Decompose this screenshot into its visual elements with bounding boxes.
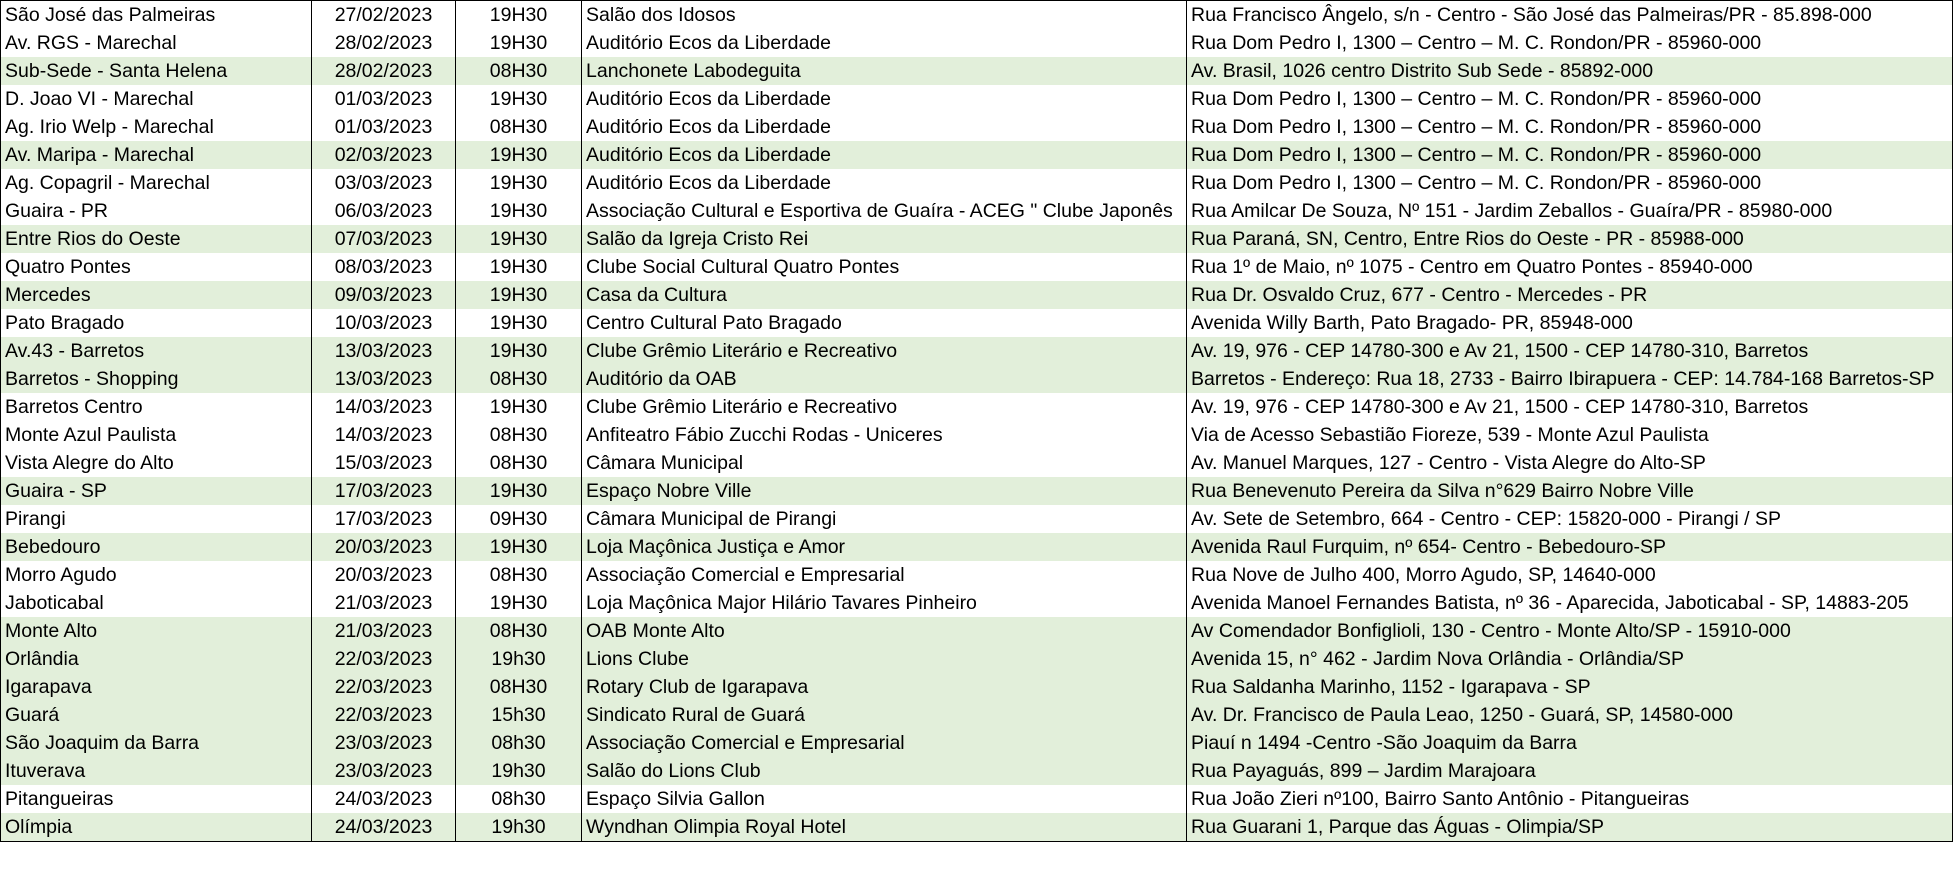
table-row	[1, 253, 1953, 281]
address-cell[interactable]: Av. Brasil, 1026 centro Distrito Sub Sede - 85892-000	[1187, 57, 1953, 85]
address-cell[interactable]: Barretos - Endereço: Rua 18, 2733 - Bairro Ibirapuera - CEP: 14.784-168 Barretos-SP	[1187, 365, 1953, 393]
date-cell[interactable]: 20/03/2023	[312, 561, 456, 589]
venue-cell[interactable]: Câmara Municipal de Pirangi	[582, 505, 1187, 533]
table-row	[1, 141, 1953, 169]
venue-cell[interactable]: Associação Cultural e Esportiva de Guaíra - ACEG " Clube Japonês	[582, 197, 1187, 225]
date-cell[interactable]: 14/03/2023	[312, 393, 456, 421]
table-row	[1, 449, 1953, 477]
address-cell[interactable]: Rua Payaguás, 899 – Jardim Marajoara	[1187, 757, 1953, 785]
date-cell[interactable]: 24/03/2023	[312, 813, 456, 842]
venue-cell[interactable]: Auditório Ecos da Liberdade	[582, 169, 1187, 197]
table-row	[1, 505, 1953, 533]
date-cell[interactable]: 27/02/2023	[312, 1, 456, 30]
table-row	[1, 421, 1953, 449]
time-cell[interactable]: 08H30	[456, 561, 582, 589]
city-cell[interactable]: São Joaquim da Barra	[1, 729, 312, 757]
address-cell[interactable]: Avenida Raul Furquim, nº 654- Centro - Bebedouro-SP	[1187, 533, 1953, 561]
time-cell[interactable]: 08h30	[456, 785, 582, 813]
address-cell[interactable]: Rua Francisco Ângelo, s/n - Centro - São José das Palmeiras/PR - 85.898-000	[1187, 1, 1953, 30]
date-cell[interactable]: 08/03/2023	[312, 253, 456, 281]
table-row	[1, 337, 1953, 365]
time-cell[interactable]: 19H30	[456, 533, 582, 561]
address-cell[interactable]: Rua Paraná, SN, Centro, Entre Rios do Oeste - PR - 85988-000	[1187, 225, 1953, 253]
table-row	[1, 29, 1953, 57]
time-cell[interactable]: 19H30	[456, 477, 582, 505]
date-cell[interactable]: 14/03/2023	[312, 421, 456, 449]
venue-cell[interactable]: Sindicato Rural de Guará	[582, 701, 1187, 729]
city-cell[interactable]: Quatro Pontes	[1, 253, 312, 281]
city-cell[interactable]: Av. RGS - Marechal	[1, 29, 312, 57]
city-cell[interactable]: Av. Maripa - Marechal	[1, 141, 312, 169]
date-cell[interactable]: 13/03/2023	[312, 365, 456, 393]
time-cell[interactable]: 08h30	[456, 729, 582, 757]
time-cell[interactable]: 08H30	[456, 617, 582, 645]
address-cell[interactable]: Rua Dr. Osvaldo Cruz, 677 - Centro - Mercedes - PR	[1187, 281, 1953, 309]
table-row	[1, 57, 1953, 85]
city-cell[interactable]: D. Joao VI - Marechal	[1, 85, 312, 113]
table-row	[1, 813, 1953, 842]
venue-cell[interactable]: Salão do Lions Club	[582, 757, 1187, 785]
city-cell[interactable]: Pitangueiras	[1, 785, 312, 813]
date-cell[interactable]: 06/03/2023	[312, 197, 456, 225]
address-cell[interactable]: Rua Saldanha Marinho, 1152 - Igarapava - SP	[1187, 673, 1953, 701]
date-cell[interactable]: 02/03/2023	[312, 141, 456, 169]
venue-cell[interactable]: Centro Cultural Pato Bragado	[582, 309, 1187, 337]
address-cell[interactable]: Av. 19, 976 - CEP 14780-300 e Av 21, 1500 - CEP 14780-310, Barretos	[1187, 393, 1953, 421]
venue-cell[interactable]: Rotary Club de Igarapava	[582, 673, 1187, 701]
date-cell[interactable]: 13/03/2023	[312, 337, 456, 365]
venue-cell[interactable]: Auditório Ecos da Liberdade	[582, 141, 1187, 169]
city-cell[interactable]: Olímpia	[1, 813, 312, 842]
address-cell[interactable]: Rua Benevenuto Pereira da Silva n°629 Bairro Nobre Ville	[1187, 477, 1953, 505]
address-cell[interactable]: Rua Dom Pedro I, 1300 – Centro – M. C. Rondon/PR - 85960-000	[1187, 141, 1953, 169]
venue-cell[interactable]: Salão da Igreja Cristo Rei	[582, 225, 1187, 253]
venue-cell[interactable]: Clube Social Cultural Quatro Pontes	[582, 253, 1187, 281]
venue-cell[interactable]: Associação Comercial e Empresarial	[582, 729, 1187, 757]
city-cell[interactable]: Ag. Irio Welp - Marechal	[1, 113, 312, 141]
table-row	[1, 533, 1953, 561]
venue-cell[interactable]: Loja Maçônica Justiça e Amor	[582, 533, 1187, 561]
city-cell[interactable]: Vista Alegre do Alto	[1, 449, 312, 477]
table-row	[1, 673, 1953, 701]
table-row	[1, 225, 1953, 253]
address-cell[interactable]: Rua Dom Pedro I, 1300 – Centro – M. C. Rondon/PR - 85960-000	[1187, 113, 1953, 141]
time-cell[interactable]: 19h30	[456, 645, 582, 673]
address-cell[interactable]: Avenida 15, n° 462 - Jardim Nova Orlândia - Orlândia/SP	[1187, 645, 1953, 673]
city-cell[interactable]: Pato Bragado	[1, 309, 312, 337]
city-cell[interactable]: Ag. Copagril - Marechal	[1, 169, 312, 197]
date-cell[interactable]: 21/03/2023	[312, 617, 456, 645]
date-cell[interactable]: 17/03/2023	[312, 505, 456, 533]
venue-cell[interactable]: Auditório da OAB	[582, 365, 1187, 393]
date-cell[interactable]: 24/03/2023	[312, 785, 456, 813]
date-cell[interactable]: 15/03/2023	[312, 449, 456, 477]
date-cell[interactable]: 09/03/2023	[312, 281, 456, 309]
date-cell[interactable]: 23/03/2023	[312, 729, 456, 757]
address-cell[interactable]: Av. Dr. Francisco de Paula Leao, 1250 - Guará, SP, 14580-000	[1187, 701, 1953, 729]
date-cell[interactable]: 17/03/2023	[312, 477, 456, 505]
address-cell[interactable]: Rua Dom Pedro I, 1300 – Centro – M. C. Rondon/PR - 85960-000	[1187, 29, 1953, 57]
table-row	[1, 169, 1953, 197]
address-cell[interactable]: Avenida Willy Barth, Pato Bragado- PR, 85948-000	[1187, 309, 1953, 337]
table-row	[1, 365, 1953, 393]
city-cell[interactable]: São José das Palmeiras	[1, 1, 312, 30]
venue-cell[interactable]: Lanchonete Labodeguita	[582, 57, 1187, 85]
table-row	[1, 309, 1953, 337]
venue-cell[interactable]: Wyndhan Olimpia Royal Hotel	[582, 813, 1187, 842]
date-cell[interactable]: 01/03/2023	[312, 85, 456, 113]
date-cell[interactable]: 28/02/2023	[312, 29, 456, 57]
table-row	[1, 617, 1953, 645]
venue-cell[interactable]: Anfiteatro Fábio Zucchi Rodas - Uniceres	[582, 421, 1187, 449]
date-cell[interactable]: 28/02/2023	[312, 57, 456, 85]
time-cell[interactable]: 15h30	[456, 701, 582, 729]
table-row	[1, 645, 1953, 673]
table-row	[1, 85, 1953, 113]
time-cell[interactable]: 19H30	[456, 141, 582, 169]
date-cell[interactable]: 22/03/2023	[312, 701, 456, 729]
date-cell[interactable]: 23/03/2023	[312, 757, 456, 785]
address-cell[interactable]: Rua 1º de Maio, nº 1075 - Centro em Quatro Pontes - 85940-000	[1187, 253, 1953, 281]
city-cell[interactable]: Guaira - PR	[1, 197, 312, 225]
venue-cell[interactable]: Câmara Municipal	[582, 449, 1187, 477]
table-row	[1, 197, 1953, 225]
time-cell[interactable]: 19H30	[456, 1, 582, 30]
table-row	[1, 561, 1953, 589]
address-cell[interactable]: Via de Acesso Sebastião Fioreze, 539 - Monte Azul Paulista	[1187, 421, 1953, 449]
city-cell[interactable]: Sub-Sede - Santa Helena	[1, 57, 312, 85]
time-cell[interactable]: 19H30	[456, 281, 582, 309]
time-cell[interactable]: 08H30	[456, 449, 582, 477]
city-cell[interactable]: Monte Azul Paulista	[1, 421, 312, 449]
time-cell[interactable]: 09H30	[456, 505, 582, 533]
table-row	[1, 113, 1953, 141]
address-cell[interactable]: Av Comendador Bonfiglioli, 130 - Centro - Monte Alto/SP - 15910-000	[1187, 617, 1953, 645]
city-cell[interactable]: Av.43 - Barretos	[1, 337, 312, 365]
time-cell[interactable]: 19h30	[456, 813, 582, 842]
time-cell[interactable]: 19H30	[456, 29, 582, 57]
time-cell[interactable]: 19H30	[456, 225, 582, 253]
city-cell[interactable]: Entre Rios do Oeste	[1, 225, 312, 253]
time-cell[interactable]: 19H30	[456, 85, 582, 113]
venue-cell[interactable]: Espaço Silvia Gallon	[582, 785, 1187, 813]
time-cell[interactable]: 08H30	[456, 421, 582, 449]
venue-cell[interactable]: Espaço Nobre Ville	[582, 477, 1187, 505]
table-row	[1, 281, 1953, 309]
venue-cell[interactable]: Auditório Ecos da Liberdade	[582, 113, 1187, 141]
venue-cell[interactable]: Loja Maçônica Major Hilário Tavares Pinheiro	[582, 589, 1187, 617]
table-row	[1, 701, 1953, 729]
venue-cell[interactable]: Auditório Ecos da Liberdade	[582, 85, 1187, 113]
time-cell[interactable]: 19H30	[456, 589, 582, 617]
address-cell[interactable]: Rua Nove de Julho 400, Morro Agudo, SP, 14640-000	[1187, 561, 1953, 589]
city-cell[interactable]: Igarapava	[1, 673, 312, 701]
time-cell[interactable]: 19H30	[456, 337, 582, 365]
date-cell[interactable]: 01/03/2023	[312, 113, 456, 141]
date-cell[interactable]: 10/03/2023	[312, 309, 456, 337]
venue-cell[interactable]: Lions Clube	[582, 645, 1187, 673]
address-cell[interactable]: Rua Amilcar De Souza, Nº 151 - Jardim Zeballos - Guaíra/PR - 85980-000	[1187, 197, 1953, 225]
address-cell[interactable]: Rua João Zieri nº100, Bairro Santo Antônio - Pitangueiras	[1187, 785, 1953, 813]
table-row	[1, 1, 1953, 30]
date-cell[interactable]: 22/03/2023	[312, 645, 456, 673]
date-cell[interactable]: 07/03/2023	[312, 225, 456, 253]
city-cell[interactable]: Guaira - SP	[1, 477, 312, 505]
table-row	[1, 729, 1953, 757]
venue-cell[interactable]: Clube Grêmio Literário e Recreativo	[582, 337, 1187, 365]
address-cell[interactable]: Av. Sete de Setembro, 664 - Centro - CEP: 15820-000 - Pirangi / SP	[1187, 505, 1953, 533]
date-cell[interactable]: 03/03/2023	[312, 169, 456, 197]
venue-cell[interactable]: Associação Comercial e Empresarial	[582, 561, 1187, 589]
address-cell[interactable]: Rua Dom Pedro I, 1300 – Centro – M. C. Rondon/PR - 85960-000	[1187, 169, 1953, 197]
address-cell[interactable]: Avenida Manoel Fernandes Batista, nº 36 - Aparecida, Jaboticabal - SP, 14883-205	[1187, 589, 1953, 617]
time-cell[interactable]: 08H30	[456, 673, 582, 701]
time-cell[interactable]: 19H30	[456, 197, 582, 225]
venue-cell[interactable]: Auditório Ecos da Liberdade	[582, 29, 1187, 57]
time-cell[interactable]: 19H30	[456, 169, 582, 197]
city-cell[interactable]: Orlândia	[1, 645, 312, 673]
venue-cell[interactable]: Clube Grêmio Literário e Recreativo	[582, 393, 1187, 421]
time-cell[interactable]: 19H30	[456, 393, 582, 421]
table-row	[1, 589, 1953, 617]
table-body	[1, 1, 1953, 842]
address-cell[interactable]: Piauí n 1494 -Centro -São Joaquim da Barra	[1187, 729, 1953, 757]
city-cell[interactable]: Barretos Centro	[1, 393, 312, 421]
venue-cell[interactable]: OAB Monte Alto	[582, 617, 1187, 645]
date-cell[interactable]: 20/03/2023	[312, 533, 456, 561]
time-cell[interactable]: 08H30	[456, 57, 582, 85]
city-cell[interactable]: Barretos - Shopping	[1, 365, 312, 393]
address-cell[interactable]: Av. 19, 976 - CEP 14780-300 e Av 21, 1500 - CEP 14780-310, Barretos	[1187, 337, 1953, 365]
table-row	[1, 477, 1953, 505]
time-cell[interactable]: 19H30	[456, 309, 582, 337]
time-cell[interactable]: 19h30	[456, 757, 582, 785]
city-cell[interactable]: Morro Agudo	[1, 561, 312, 589]
city-cell[interactable]: Pirangi	[1, 505, 312, 533]
city-cell[interactable]: Mercedes	[1, 281, 312, 309]
address-cell[interactable]: Av. Manuel Marques, 127 - Centro - Vista Alegre do Alto-SP	[1187, 449, 1953, 477]
time-cell[interactable]: 08H30	[456, 365, 582, 393]
table-row	[1, 393, 1953, 421]
city-cell[interactable]: Guará	[1, 701, 312, 729]
address-cell[interactable]: Rua Dom Pedro I, 1300 – Centro – M. C. Rondon/PR - 85960-000	[1187, 85, 1953, 113]
date-cell[interactable]: 22/03/2023	[312, 673, 456, 701]
venue-cell[interactable]: Salão dos Idosos	[582, 1, 1187, 30]
time-cell[interactable]: 19H30	[456, 253, 582, 281]
time-cell[interactable]: 08H30	[456, 113, 582, 141]
date-cell[interactable]: 21/03/2023	[312, 589, 456, 617]
city-cell[interactable]: Ituverava	[1, 757, 312, 785]
city-cell[interactable]: Bebedouro	[1, 533, 312, 561]
table-row	[1, 757, 1953, 785]
address-cell[interactable]: Rua Guarani 1, Parque das Águas - Olimpia/SP	[1187, 813, 1953, 842]
city-cell[interactable]: Jaboticabal	[1, 589, 312, 617]
venue-cell[interactable]: Casa da Cultura	[582, 281, 1187, 309]
city-cell[interactable]: Monte Alto	[1, 617, 312, 645]
table-row	[1, 785, 1953, 813]
